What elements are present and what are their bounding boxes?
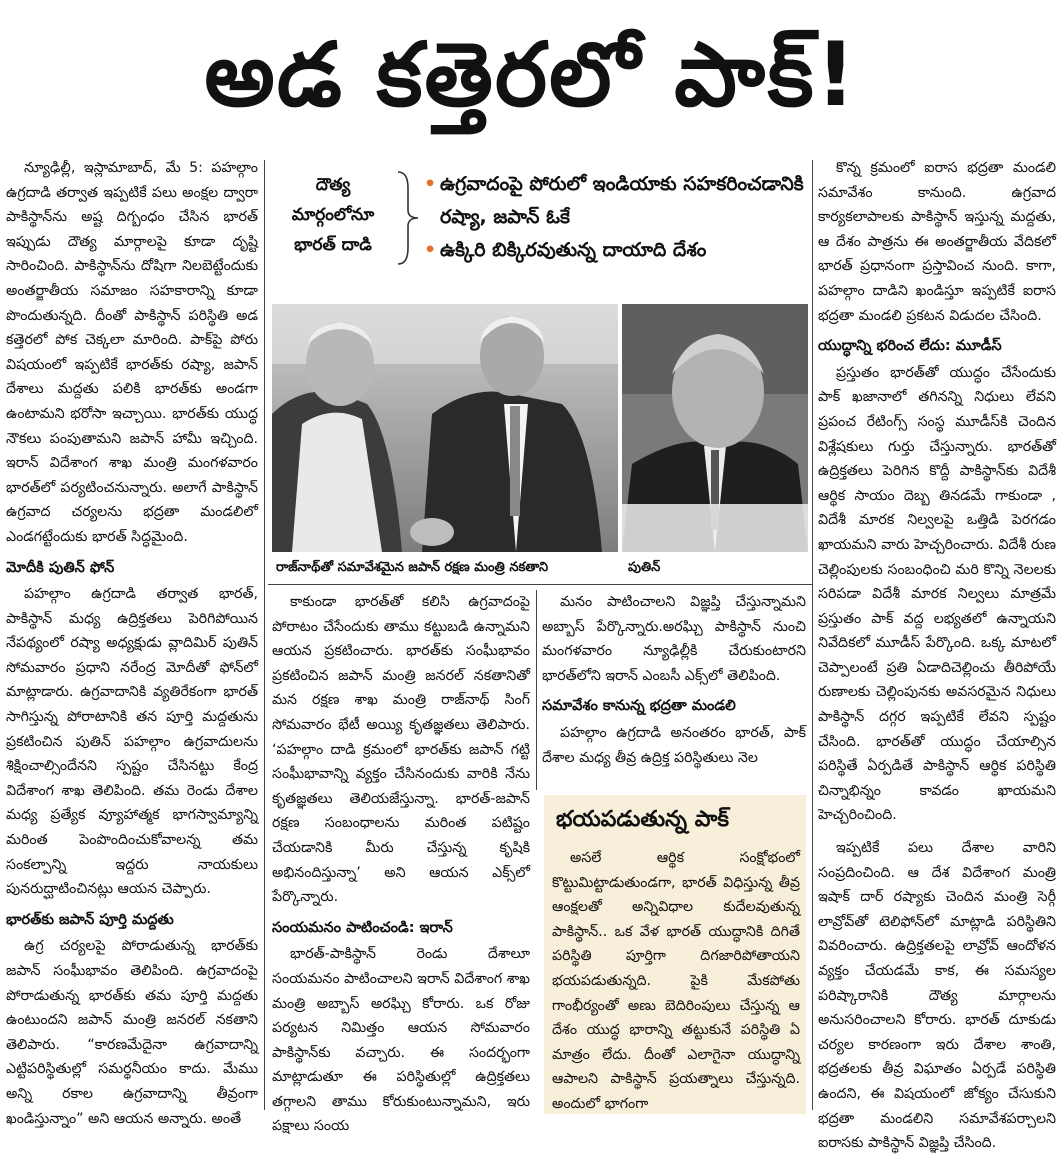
column-3 [542,590,806,790]
headline: అడ కత్తెరలో పాక్! [204,23,858,126]
article-paragraph: పహల్గాం ఉగ్రదాడి అనంతరం భారత్, పాక్ దేశాల మధ్య తీవ్ర ఉద్రిక్త పరిస్థితులు నెల [542,724,806,766]
article-paragraph: కాకుండా భారత్‌తో కలిసి ఉగ్రవాదంపై పోరాటం చేసేందుకు తాము కట్టుబడి ఉన్నామని ఆయన ప్రకటించారు. భారత్‌కు సంఘీభావం ప్రకటించిన జపాన్ మంత్రి జనరల్ నకతానితో మన రక్షణ శాఖ మంత్రి రాజ్‌నాథ్ సింగ్ సోమవారం భేటీ అయ్యి కృతజ్ఞతలు తెలిపారు. ‘పహల్గాం దాడి క్రమంలో భారత్‌కు జపాన్ గట్టి సంఘీభావాన్ని వ్యక్తం చేసినందుకు వారికి నేను కృతజ్ఞతలు తెలియజేస్తున్నా. భారత్-జపాన్ రక్షణ సంబంధాలను మరింత పటిష్టం చేయడానికి మీరు చేస్తున్న కృషికి అభినందిస్తున్నా’ అని ఆయన ఎక్స్‌లో పేర్కొన్నారు. [272,594,530,906]
article-paragraph: ఇప్పటికే పలు దేశాల వారిని సంప్రదించింది. ఆ దేశ విదేశాంగ మంత్రి ఇషాక్ దార్ రష్యాకు చెందిన మంత్రి సెర్గీ లావ్రోవ్‌తో టెలిఫోన్‌లో మాట్లాడి పరిస్థితిని వివరించారు. ఉద్రిక్తతలపై లావ్రోవ్ ఆందోళన వ్యక్తం చేయడమే కాక, ఈ సమస్యల పరిష్కారానికి దౌత్య మార్గాలను అనుసరించాలని కోరారు. భారత్ దూకుడు చర్యల కారణంగా ఇరు దేశాల శాంతి, భద్రతలకు తీవ్ర విఘాతం ఏర్పడే పరిస్థితి ఉందని, ఈ విషయంలో జోక్యం చేసుకుని భద్రతా మండలిని సమావేశపర్చాలని ఐరాసకు పాకిస్థాన్ విజ్ఞప్తి చేసింది. [818,840,1056,1152]
article-paragraph: ఉగ్ర చర్యలపై పోరాడుతున్న భారత్‌కు జపాన్ సంఘీభావం తెలిపింది. ఉగ్రవాదంపై పోరాడుతున్న భారత్‌కు తమ పూర్తి మద్దతు ఉంటుందని జపాన్ మంత్రి జనరల్ నకతాని తెలిపారు. “కారణమేదైనా ఉగ్రవాదాన్ని ఎట్టిపరిస్థితుల్లో సమర్థనీయం కాదు. మేము అన్ని రకాల ఉగ్రవాదాన్ని తీవ్రంగా ఖండిస్తున్నాం” అని ఆయన అన్నారు. అంతే [6,938,258,1127]
article-paragraph: భారత్-పాకిస్థాన్ రెండు దేశాలూ సంయమనం పాటించాలని ఇరాన్ విదేశాంగ శాఖ మంత్రి అబ్బాస్ అరఘ్చి కోరారు. ఒక రోజు పర్యటన నిమిత్తం ఆయన సోమవారం పాకిస్థాన్‌కు వచ్చారు. ఈ సందర్భంగా మాట్లాడుతూ ఈ పరిస్థితుల్లో ఉద్రిక్తతలు తగ్గాలని తాము కోరుకుంటున్నామని, ఇరు పక్షాలు సంయ [272,946,530,1135]
column-divider [264,160,265,1110]
article-paragraph: ప్రస్తుతం భారత్‌తో యుద్ధం చేసేందుకు పాక్ ఖజానాలో తగినన్ని నిధులు లేవని ప్రపంచ రేటింగ్స్ సంస్థ మూడీస్‌కి చెందిన విశ్లేషకులు గుర్తు చేస్తున్నారు. భారత్‌తో ఉద్రిక్తతలు పెరిగిన కొద్దీ పాకిస్థాన్‌కు విదేశీ ఆర్థిక సాయం దెబ్బ తినడమే గాకుండా , విదేశీ మారక నిల్వలపై ఒత్తిడి పెరగడం ఖాయమని వారు హెచ్చరించారు. విదేశీ రుణ చెల్లింపులకు సంబంధించి మరి కొన్ని నెలలకు సరిపడా విదేశీ మారక నిల్వలు మాత్రమే ప్రస్తుతం పాక్ వద్ద లభ్యతలో ఉన్నాయని నివేదికలో మూడీస్ పేర్కొంది. ఒక్క మాటలో చెప్పాలంటే ప్రతి ఏడాదిచెల్లించు తీరిపోయే రుణాలకు చెల్లింపునకు అవసరమైన నిధులు పాకిస్థాన్ దగ్గర ఇప్పటికే లేవని స్పష్టం చేసింది. భారత్‌తో యుద్ధం చేయాల్సిన పరిస్థితే ఏర్పడితే పాకిస్థాన్ ఆర్థిక పరిస్థితి చిన్నాభిన్నం కావడం ఖాయమని హెచ్చరించింది. [818,364,1056,824]
subheading-japan-support: భారత్‌కు జపాన్ పూర్తి మద్దతు [6,911,174,928]
column-divider [812,160,813,1110]
article-paragraph: కొన్న క్రమంలో ఐరాస భద్రతా మండలి సమావేశం కానుంది. ఉగ్రవాద కార్యకలాపాలకు పాకిస్థాన్ ఇస్తున్న మద్దతు, ఆ దేశం పాత్రను ఈ అంతర్జాతీయ వేదికలో భారత్ ప్రధానంగా ప్రస్తావించ నుంది. కాగా, పహల్గాం దాడిని ఖండిస్తూ ఇప్పటికే ఐరాస భద్రతా మండలి ప్రకటన విడుదల చేసింది. [818,160,1056,324]
bullet-item: • ఉగ్రవాదంపై పోరులో ఇండియాకు సహకరించడానికి రష్యా, జపాన్ ఓకే [422,168,812,234]
kicker: దౌత్య మార్గంలోనూ భారత్ దాడి [291,175,375,255]
article-paragraph: మనం పాటించాలని విజ్ఞప్తి చేస్తున్నామని అబ్బాస్ పేర్కొన్నారు.అరఘ్చి పాకిస్థాన్ నుంచి మంగళవారం న్యూఢిల్లీకి చేరుకుంటారని భారత్‌లోని ఇరాన్ ఎంబసీ ఎక్స్‌లో తెలిపింది. [542,594,806,684]
highlight-bullets [422,168,812,267]
subheading-iran: సంయమనం పాటించండి: ఇరాన్ [272,919,453,936]
photo-caption-left: రాజ్‌నాథ్‌తో సమావేశమైన జపాన్ రక్షణ మంత్రి నకతాని [276,560,549,575]
subheading-security-council: సమావేశం కానున్న భద్రతా మండలి [542,698,736,715]
column-4 [818,156,1056,1152]
subheading-moodys: యుద్ధాన్ని భరించ లేదు: మూడీస్ [818,338,1002,355]
photo-putin [622,304,808,552]
article-intro: న్యూఢిల్లీ, ఇస్లామాబాద్, మే 5: పహల్గాం ఉగ్రదాడి తర్వాత ఇప్పటికే పలు అంక్షల ద్వారా పాకిస్థాన్‌ను అష్ట దిగ్బంధం చేసిన భారత్ ఇప్పుడు దౌత్య మార్గాలపై కూడా దృష్టి సారించింది. పాకిస్థాన్‌ను దోషిగా నిలబెట్టేందుకు అంతర్జాతీయ సమాజం సహకారాన్ని కూడా పొందుతున్నది. దీంతో పాకిస్థాన్ పరిస్థితి అడ కత్తెరలో పోక చెక్కలా మారింది. పాక్‌పై పోరు విషయంలో ఇప్పటికే భారత్‌కు రష్యా, జపాన్ దేశాలు మద్దతు పలికి భారత్‌కు అండగా ఉంటామని భరోసా ఇచ్చాయి. భారత్‌కు యుద్ధ నౌకలు పంపుతామని జపాన్ హామీ ఇచ్చింది. ఇరాన్ విదేశాంగ శాఖ మంత్రి మంగళవారం భారత్‌లో పర్యటించనున్నారు. అలాగే పాకిస్థాన్ ఉగ్రవాద చర్యలను భద్రతా మండలిలో ఎండగట్టేందుకు భారత్ సిద్ధమైంది. [6,160,258,545]
brace-divider [394,168,422,268]
box-paragraph: అసలే ఆర్థిక సంక్షోభంలో కొట్టుమిట్టాడుతుండగా, భారత్ విధిస్తున్న తీవ్ర ఆంక్షలతో అన్నివిధాల కుదేలవుతున్న పాకిస్థాన్.. ఒక వేళ భారత్ యుద్ధానికి దిగితే పరిస్థితి పూర్తిగా దిగజారిపోతాయని భయపడుతున్నది. పైకి మేకపోతు గాంభీర్యంతో అణు బెదిరింపులు చేస్తున్న ఆ దేశం యుద్ధ భారాన్ని తట్టుకునే పరిస్థితి ఏ మాత్రం లేదు. దీంతో ఎలాగైనా యుద్ధాన్ని ఆపాలని పాకిస్థాన్ ప్రయత్నాలు చేస్తున్నది. అందులో భాగంగా [552,850,800,1112]
column-divider [536,590,537,790]
box-heading: భయపడుతున్న పాక్ [556,807,730,832]
photo-rajnath-nakatani [272,304,618,552]
box-text [552,846,800,1114]
column-2 [272,590,530,1135]
column-1 [6,156,258,1127]
photo-caption-right: పుతిన్ [628,560,661,575]
bullet-item: • ఉక్కిరి బిక్కిరవుతున్న దాయాది దేశం [422,234,812,267]
caption-rule [268,584,812,585]
article-paragraph: పహల్గాం ఉగ్రదాడి తర్వాత భారత్, పాకిస్థాన్ మధ్య ఉద్రిక్తతలు పెరిగిపోయిన నేపథ్యంలో రష్యా అధ్యక్షుడు వ్లాదిమిర్ పుతిన్ సోమవారం ప్రధాని నరేంద్ర మోదీతో ఫోన్‌లో మాట్లాడారు. ఉగ్రవాదానికి వ్యతిరేకంగా భారత్ సాగిస్తున్న పోరాటానికి తన పూర్తి మద్దతును ప్రకటించిన పుతిన్ పహల్గాం ఉగ్రవాదులను శిక్షించాల్సిందేనని స్పష్టం చేసినట్టు కేంద్ర విదేశాంగ శాఖ తెలిపింది. తమ రెండు దేశాల మధ్య ప్రత్యేక వ్యూహాత్మక భాగస్వామ్యాన్ని మరింత పెంపొందించుకోవాలన్న తమ సంకల్పాన్ని ఇద్దరు నాయకులు పునరుద్ఘాటించినట్లు ఆయన చెప్పారు. [6,586,258,898]
subheading-putin-call: మోదీకి పుతిన్ ఫోన్ [6,559,115,576]
